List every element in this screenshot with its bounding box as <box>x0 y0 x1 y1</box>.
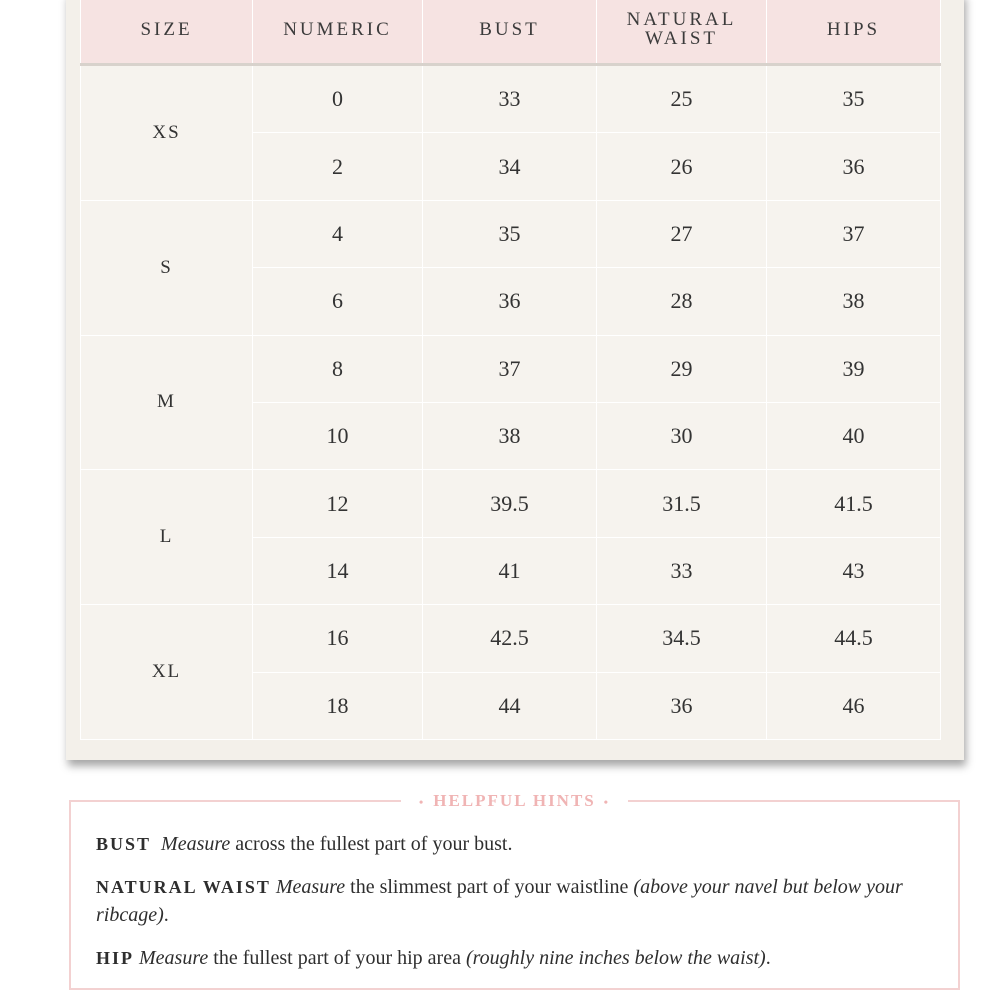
bullet-icon: • <box>419 795 426 809</box>
hint-lead: Measure <box>161 833 231 855</box>
helpful-hints-header <box>69 790 960 812</box>
numeric-cell: 6 <box>253 268 423 335</box>
table-row <box>81 605 941 672</box>
hint-note: (roughly nine inches below the waist) <box>465 947 766 969</box>
bust-cell: 35 <box>423 200 597 267</box>
bust-cell: 44 <box>423 672 597 739</box>
hint-hip <box>96 944 936 972</box>
hint-end: . <box>765 947 771 969</box>
hint-term: NATURAL WAIST <box>96 877 271 897</box>
hips-cell: 35 <box>767 65 941 133</box>
size-cell: M <box>81 335 253 470</box>
table-row <box>81 470 941 537</box>
bust-cell: 41 <box>423 537 597 604</box>
divider <box>69 800 401 802</box>
waist-cell: 36 <box>597 672 767 739</box>
hips-cell: 37 <box>767 200 941 267</box>
bust-cell: 34 <box>423 133 597 200</box>
size-cell: XL <box>81 605 253 740</box>
hips-cell: 46 <box>767 672 941 739</box>
waist-cell: 30 <box>597 402 767 469</box>
hint-bust <box>96 830 936 858</box>
hips-cell: 40 <box>767 402 941 469</box>
header-waist-line1: NATURAL <box>626 9 737 30</box>
header-row <box>81 0 941 65</box>
size-cell: XS <box>81 65 253 201</box>
hips-cell: 36 <box>767 133 941 200</box>
bust-cell: 37 <box>423 335 597 402</box>
hint-note: (above your navel but below your ribcage) <box>96 876 903 926</box>
bust-cell: 38 <box>423 402 597 469</box>
hips-cell: 43 <box>767 537 941 604</box>
header-waist-line2: WAIST <box>644 28 719 49</box>
hips-cell: 41.5 <box>767 470 941 537</box>
numeric-cell: 10 <box>253 402 423 469</box>
numeric-cell: 0 <box>253 65 423 133</box>
table-row <box>81 200 941 267</box>
numeric-cell: 4 <box>253 200 423 267</box>
numeric-cell: 16 <box>253 605 423 672</box>
hint-text: the fullest part of your hip area <box>208 947 466 969</box>
bust-cell: 42.5 <box>423 605 597 672</box>
hint-text: across the fullest part of your bust. <box>230 833 513 855</box>
table-row <box>81 65 941 133</box>
bust-cell: 39.5 <box>423 470 597 537</box>
header-natural-waist <box>597 0 767 65</box>
hint-term: BUST <box>96 834 152 854</box>
bust-cell: 33 <box>423 65 597 133</box>
numeric-cell: 12 <box>253 470 423 537</box>
bust-cell: 36 <box>423 268 597 335</box>
header-numeric: NUMERIC <box>253 0 423 65</box>
size-cell: L <box>81 470 253 605</box>
helpful-hints-title <box>401 791 628 811</box>
hips-cell: 38 <box>767 268 941 335</box>
waist-cell: 28 <box>597 268 767 335</box>
size-cell: S <box>81 200 253 335</box>
waist-cell: 25 <box>597 65 767 133</box>
size-chart-table <box>80 0 941 740</box>
hint-natural-waist <box>96 873 936 929</box>
numeric-cell: 8 <box>253 335 423 402</box>
waist-cell: 33 <box>597 537 767 604</box>
table-row <box>81 335 941 402</box>
hint-lead: Measure <box>139 947 209 969</box>
header-bust: BUST <box>423 0 597 65</box>
waist-cell: 31.5 <box>597 470 767 537</box>
hint-end: . <box>163 904 169 926</box>
hint-text: the slimmest part of your waistline <box>345 876 634 898</box>
header-hips: HIPS <box>767 0 941 65</box>
waist-cell: 29 <box>597 335 767 402</box>
numeric-cell: 14 <box>253 537 423 604</box>
hint-term: HIP <box>96 948 135 968</box>
waist-cell: 26 <box>597 133 767 200</box>
hints-title-text: HELPFUL HINTS <box>433 791 596 810</box>
hint-lead: Measure <box>275 876 346 898</box>
divider <box>628 800 960 802</box>
bullet-icon: • <box>603 795 610 809</box>
hips-cell: 39 <box>767 335 941 402</box>
hips-cell: 44.5 <box>767 605 941 672</box>
header-size: SIZE <box>81 0 253 65</box>
waist-cell: 34.5 <box>597 605 767 672</box>
numeric-cell: 18 <box>253 672 423 739</box>
numeric-cell: 2 <box>253 133 423 200</box>
waist-cell: 27 <box>597 200 767 267</box>
